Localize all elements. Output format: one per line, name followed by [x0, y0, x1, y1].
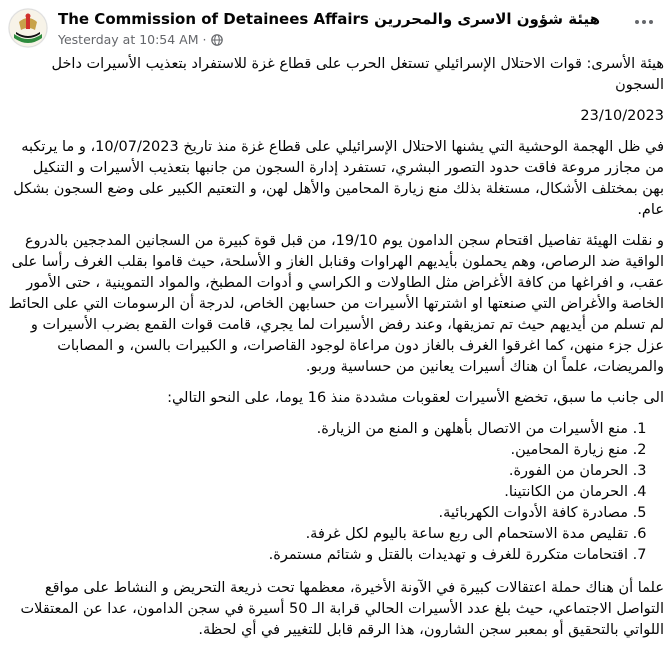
page-avatar[interactable] [8, 8, 48, 48]
more-options-icon[interactable] [630, 12, 658, 32]
list-item: 5. مصادرة كافة الأدوات الكهربائية. [8, 503, 628, 524]
post-paragraph-4: علما أن هناك حملة اعتقالات كبيرة في الآونة الأخيرة، معظمها تحت ذريعة التحريض و النشاط على مواقع التواصل الاجتماعي، حيث بلغ عدد الأسيرات الحالي قرابة الـ 50 أسيرة في سجن الدامون، عدا عن المعتقلات اللواتي بالتحقيق أو بمعبر سجن الشارون، هذا الرقم قابل للتغيير في أي لحظة. [20, 580, 664, 638]
post-paragraph-2: و نقلت الهيئة تفاصيل اقتحام سجن الدامون يوم 19/10، من قبل قوة كبيرة من السجانين المدججين بالدروع الواقية ضد الرصاص، وهم يحملون بأيديهم الهراوات وقنابل الغاز و الأسلحة، حيث قاموا بقلب الغرف رأسا على عقب، و افراغها من كافة الأغراض مثل الطاولات و الكراسي و أدوات المطبخ، والمواد التموينية ، حتى الأمور الخاصة والأغراض التي صنعتها او اشترتها الأسيرات من حسابهن الخاص، لدرجة أن الرسومات التي على الحائط لم تسلم من أيديهم حيث تم تمزيقها، وعند رفض الأسيرات لما يجري، قامت قوات القمع بضرب الأسيرات و عزل جزء منهن، كما اغرقوا الغرف بالغاز دون مراعاة لوجود القاصرات، و الكبيرات بالسن، و المصابات والمريضات، علماً ان هناك أسيرات يعانين من حساسية وربو. [8, 233, 664, 375]
restrictions-list [8, 419, 664, 566]
commission-logo-icon [8, 8, 48, 48]
page-name[interactable]: The Commission of Detainees Affairs هيئة شؤون الاسرى والمحررين [58, 10, 600, 28]
post-paragraph-3: الى جانب ما سبق، تخضع الأسيرات لعقوبات مشددة منذ 16 يوما، على النحو التالي: [167, 390, 664, 406]
post-timestamp[interactable]: Yesterday at 10:54 AM [58, 32, 199, 47]
post-headline: هيئة الأسرى: قوات الاحتلال الإسرائيلي تستغل الحرب على قطاع غزة للاستفراد بتعذيب الأسيرات داخل السجون [51, 56, 664, 93]
post-paragraph-1: في ظل الهجمة الوحشية التي يشنها الاحتلال الإسرائيلي على قطاع غزة منذ تاريخ 10/07/2023، و ما يرتكبه من مجازر مروعة فاقت حدود التصور البشري، تستفرد إدارة السجون من جانبها بتعذيب الأسيرات و التنكيل بهن بمختلف الأشكال، مستغلة بذلك منع زيارة المحامين والأهل لهن، و التعتيم الكبير على وضع السجون بشكل عام. [13, 139, 664, 218]
post-meta [58, 32, 223, 47]
list-item: 4. الحرمان من الكانتينا. [8, 482, 628, 503]
globe-icon[interactable] [211, 34, 223, 46]
post-header [0, 0, 672, 50]
list-item: 2. منع زيارة المحامين. [8, 440, 628, 461]
list-item: 1. منع الأسيرات من الاتصال بأهلهن و المنع من الزيارة. [8, 419, 628, 440]
list-item: 3. الحرمان من الفورة. [8, 461, 628, 482]
list-item: 7. اقتحامات متكررة للغرف و تهديدات بالقتل و شتائم مستمرة. [8, 545, 628, 566]
post-date: 23/10/2023 [580, 108, 664, 124]
separator-dot: · [202, 32, 207, 47]
post-body [8, 54, 664, 651]
list-item: 6. تقليص مدة الاستحمام الى ربع ساعة باليوم لكل غرفة. [8, 524, 628, 545]
